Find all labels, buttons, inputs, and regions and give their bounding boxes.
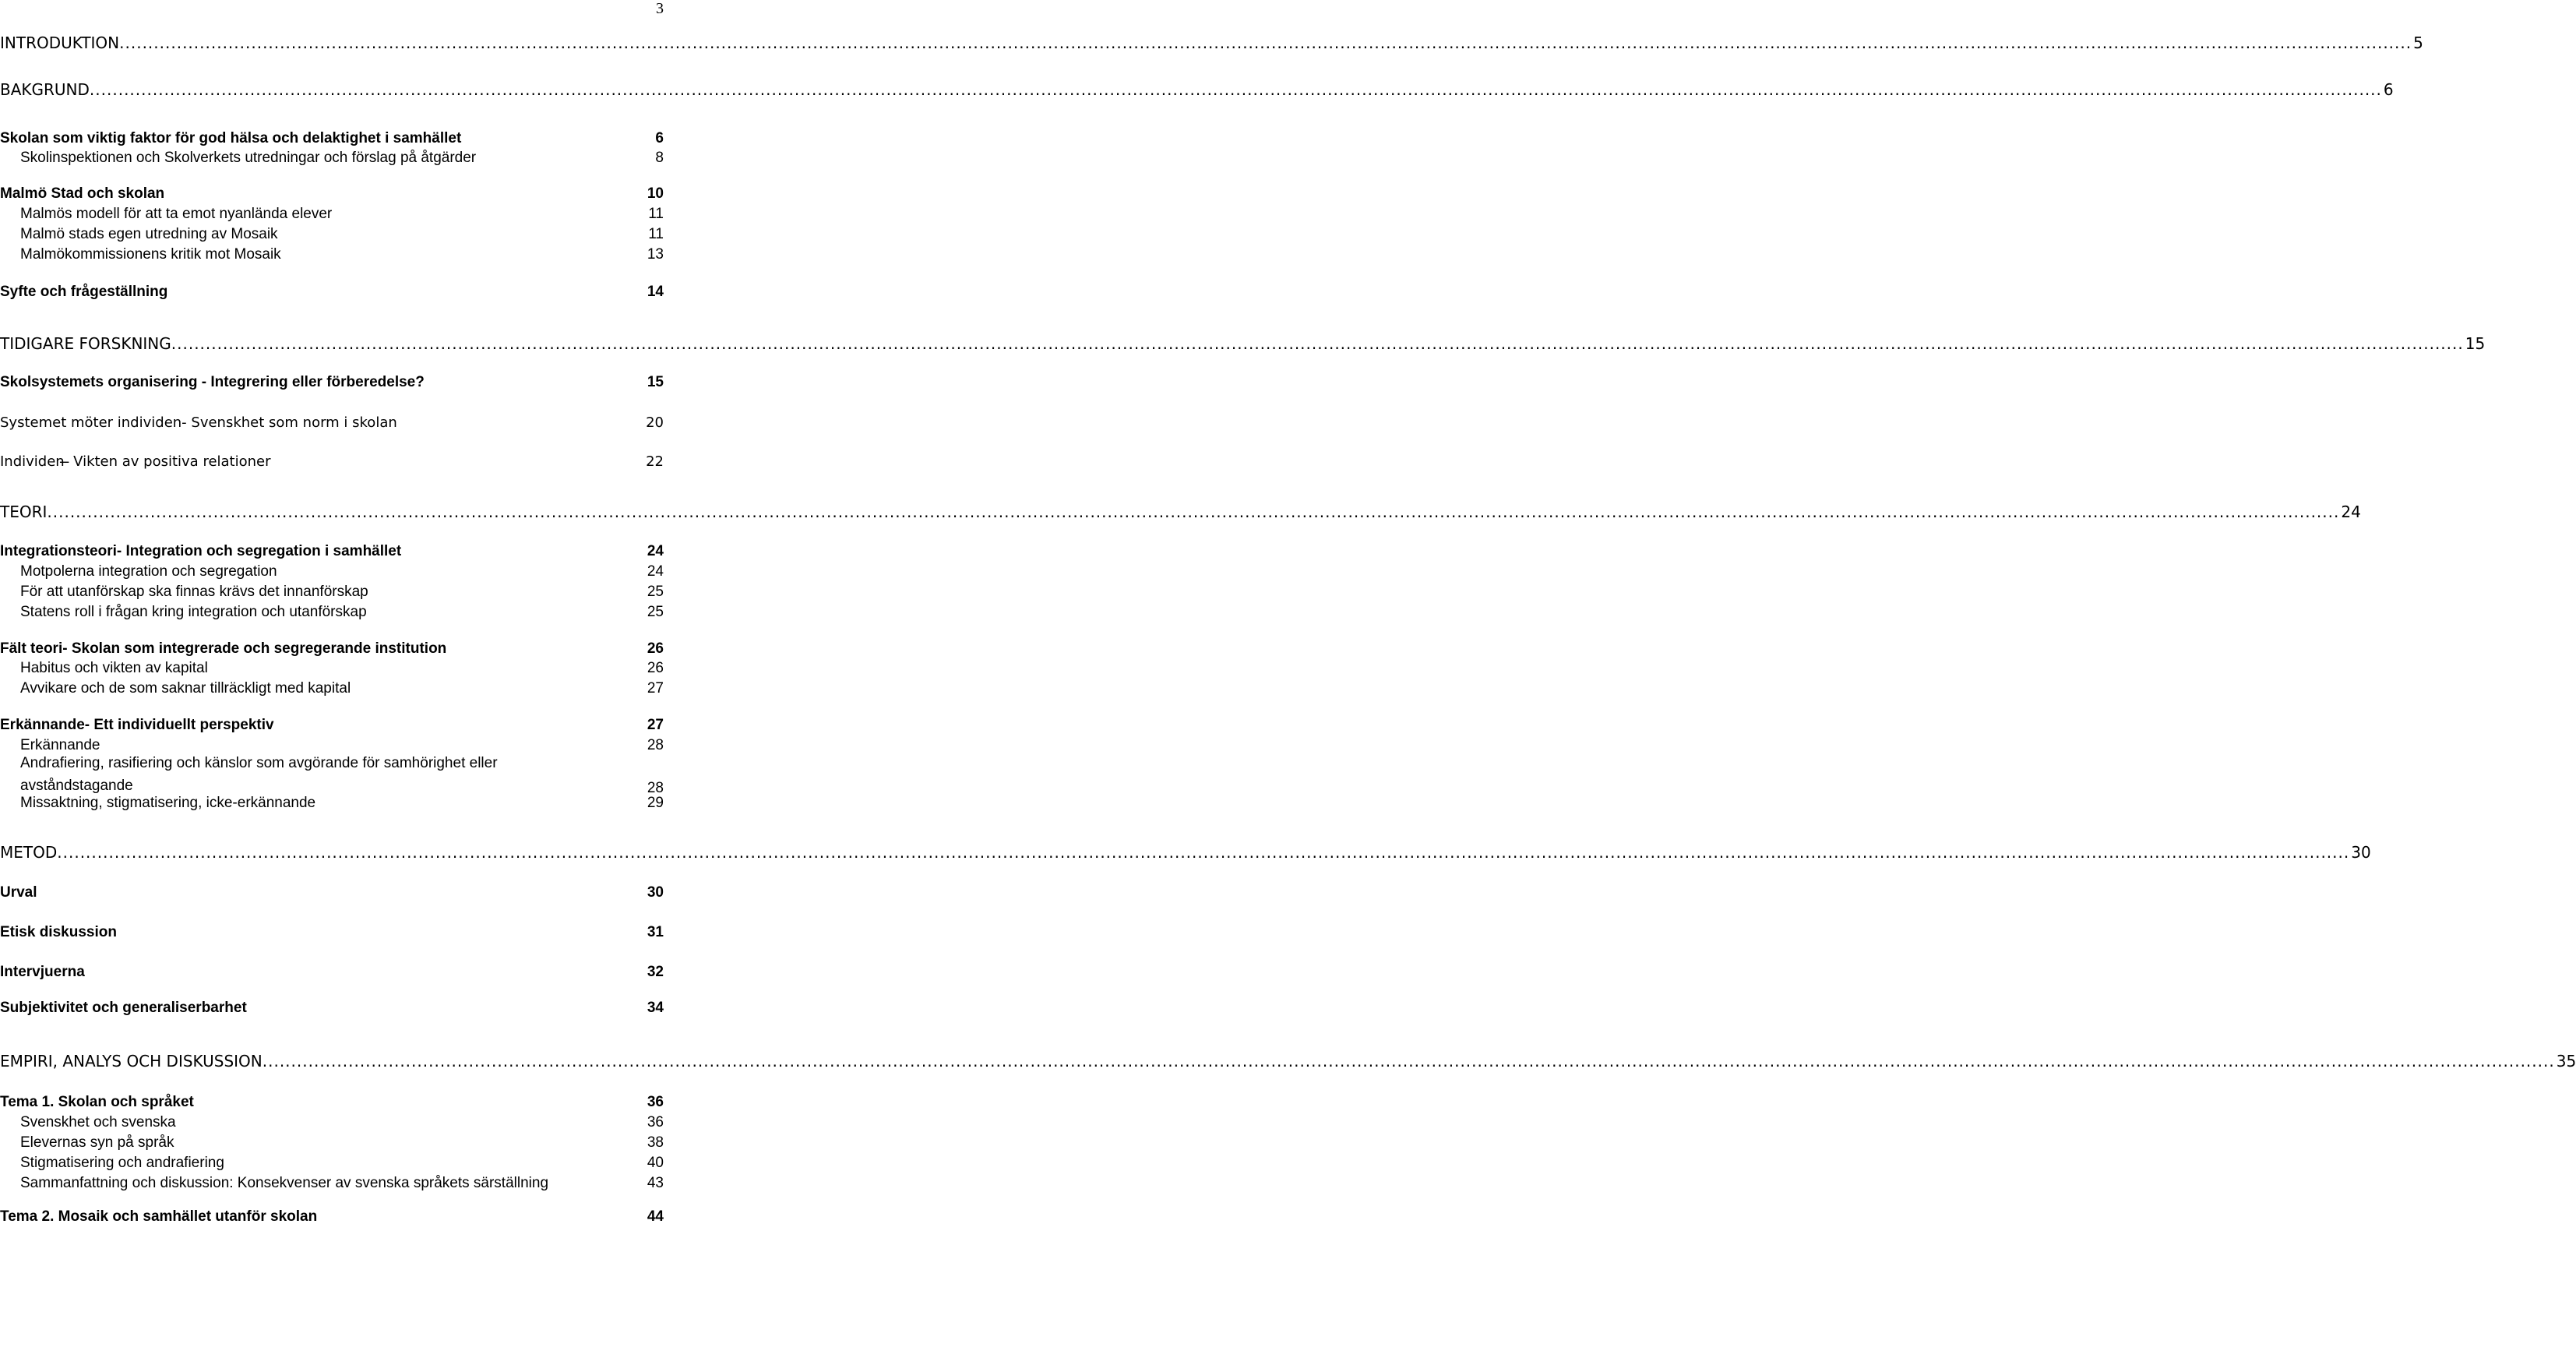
toc-entry[interactable] [0,411,664,434]
toc-entry-title: TIDIGARE FORSKNING [0,334,171,353]
toc-leader-dots: ................................................................................................................................................................................................................................................................................................................................................................................................................ [57,843,2350,862]
toc-entry-page: 29 [647,795,664,811]
toc-entry-title: Habitus och vikten av kapital [20,660,208,676]
toc-entry-page: 26 [647,660,664,676]
toc-entry-page: 8 [655,150,664,166]
toc-entry[interactable] [0,921,664,944]
toc-entry-page: 20 [646,414,664,431]
toc-entry[interactable] [0,601,664,624]
toc-entry-page: 31 [647,924,664,940]
toc-entry-page: 22 [646,453,664,470]
toc-entry-page: 5 [2413,34,2423,52]
toc-entry-title: Intervjuerna [0,964,85,980]
toc-leader-dots: ................................................................................................................................................................................................................................................................................................................................................................................................................ [119,34,2412,52]
toc-entry[interactable] [0,146,664,170]
toc-entry-title: Erkännande [20,737,100,753]
toc-entry-title: EMPIRI, ANALYS OCH DISKUSSION [0,1052,263,1070]
toc-entry-title: Skolan som viktig faktor för god hälsa och delaktighet i samhället [0,130,462,146]
toc-entry-title: Stigmatisering och andrafiering [20,1155,224,1171]
toc-entry-title: Malmö Stad och skolan [0,185,165,202]
toc-entry-title: Statens roll i frågan kring integration och utanförskap [20,604,367,620]
toc-leader-dots: ................................................................................................................................................................................................................................................................................................................................................................................................................ [89,80,2382,99]
toc-entry-page: 14 [647,284,664,300]
toc-entry-title: Individen ̶ Vikten av positiva relationer [0,453,271,470]
toc-entry-title: Tema 1. Skolan och språket [0,1094,194,1110]
toc-leader-dots: ................................................................................................................................................................................................................................................................................................................................................................................................................ [262,1052,2555,1070]
toc-entry-page: 24 [647,543,664,559]
toc-entry-title: Sammanfattning och diskussion: Konsekvenser av svenska språkets särställning [20,1175,549,1191]
page-number: 3 [656,0,664,17]
toc-entry-title: För att utanförskap ska finnas krävs det innanförskap [20,584,368,600]
toc-entry-title: Skolinspektionen och Skolverkets utredningar och förslag på åtgärder [20,150,477,166]
toc-entry[interactable] [0,500,2361,524]
toc-entry[interactable] [0,1205,664,1229]
toc-entry[interactable] [0,280,664,304]
toc-entry-page: 26 [647,640,664,657]
toc-entry-title: Malmö stads egen utredning av Mosaik [20,226,278,242]
toc-entry-title: Malmös modell för att ta emot nyanlända elever [20,206,333,222]
toc-entry[interactable] [0,841,2371,864]
toc-entry-title: Etisk diskussion [0,924,117,940]
toc-entry-title: Integrationsteori- Integration och segregation i samhället [0,543,402,559]
toc-entry[interactable] [0,961,664,984]
toc-entry-title: Andrafiering, rasifiering och känslor som avgörande för samhörighet eller avståndstagande [20,755,498,794]
toc-entry[interactable] [0,1049,2576,1073]
toc-entry-page: 28 [647,780,664,796]
toc-entry-page: 25 [647,584,664,600]
toc-entry-page: 6 [655,130,664,146]
toc-entry[interactable] [0,1172,664,1195]
toc-entry-title: Malmökommissionens kritik mot Mosaik [20,246,281,263]
toc-entry-page: 40 [647,1155,664,1171]
toc-entry-page: 15 [2465,334,2486,353]
toc-entry-title: Syfte och frågeställning [0,284,168,300]
toc-entry-title: Urval [0,884,37,901]
toc-entry-title: Subjektivitet och generaliserbarhet [0,1000,247,1016]
toc-entry-title: Tema 2. Mosaik och samhället utanför skolan [0,1208,318,1225]
toc-entry-page: 27 [647,717,664,733]
toc-entry-page: 24 [2341,503,2361,521]
toc-entry[interactable] [0,243,664,266]
toc-entry-page: 34 [647,1000,664,1016]
toc-entry-title: TEORI [0,503,48,521]
toc-entry-title: BAKGRUND [0,80,90,99]
toc-entry-page: 38 [647,1134,664,1151]
toc-entry[interactable] [0,677,664,700]
toc-entry-page: 13 [647,246,664,263]
toc-entry-title: Skolsystemets organisering - Integrering eller förberedelse? [0,374,425,390]
toc-entry-title: Missaktning, stigmatisering, icke-erkännande [20,795,316,811]
toc-entry-page: 44 [647,1208,664,1225]
toc-entry-title: Motpolerna integration och segregation [20,563,277,580]
toc-entry[interactable] [0,78,2394,101]
toc-entry[interactable] [0,792,664,815]
toc-entry-title: Svenskhet och svenska [20,1114,176,1130]
toc-leader-dots: ................................................................................................................................................................................................................................................................................................................................................................................................................ [171,334,2464,353]
toc-entry-title: Fält teori- Skolan som integrerade och segregerande institution [0,640,447,657]
toc-entry[interactable] [0,450,664,473]
toc-entry-title: METOD [0,843,58,862]
toc-entry-title: Avvikare och de som saknar tillräckligt med kapital [20,680,351,697]
toc-entry[interactable] [0,371,664,394]
toc-entry-page: 10 [647,185,664,202]
toc-entry-page: 30 [647,884,664,901]
toc-entry-page: 43 [647,1175,664,1191]
toc-entry-page: 32 [647,964,664,980]
toc-entry-title: Erkännande- Ett individuellt perspektiv [0,717,274,733]
toc-entry-page: 30 [2351,843,2371,862]
toc-leader-dots: ................................................................................................................................................................................................................................................................................................................................................................................................................ [47,503,2340,521]
toc-entry-page: 11 [648,226,664,242]
toc-entry-page: 25 [647,604,664,620]
toc-entry-title: Systemet möter individen- Svenskhet som norm i skolan [0,414,397,431]
toc-entry-page: 36 [647,1094,664,1110]
toc-entry[interactable] [0,750,664,797]
toc-entry-page: 27 [647,680,664,697]
toc-entry-page: 28 [647,737,664,753]
toc-entry[interactable] [0,996,664,1020]
toc-entry-page: 11 [648,206,664,222]
toc-entry-page: 24 [647,563,664,580]
toc-entry[interactable] [0,31,2423,55]
toc-entry-page: 36 [647,1114,664,1130]
toc-entry[interactable] [0,332,2486,355]
toc-entry-page: 6 [2383,80,2394,99]
toc-entry-page: 35 [2556,1052,2576,1070]
toc-entry-page: 15 [647,374,664,390]
toc-entry-title: Elevernas syn på språk [20,1134,174,1151]
toc-entry-title: INTRODUKTION [0,34,120,52]
toc-entry[interactable] [0,881,664,905]
